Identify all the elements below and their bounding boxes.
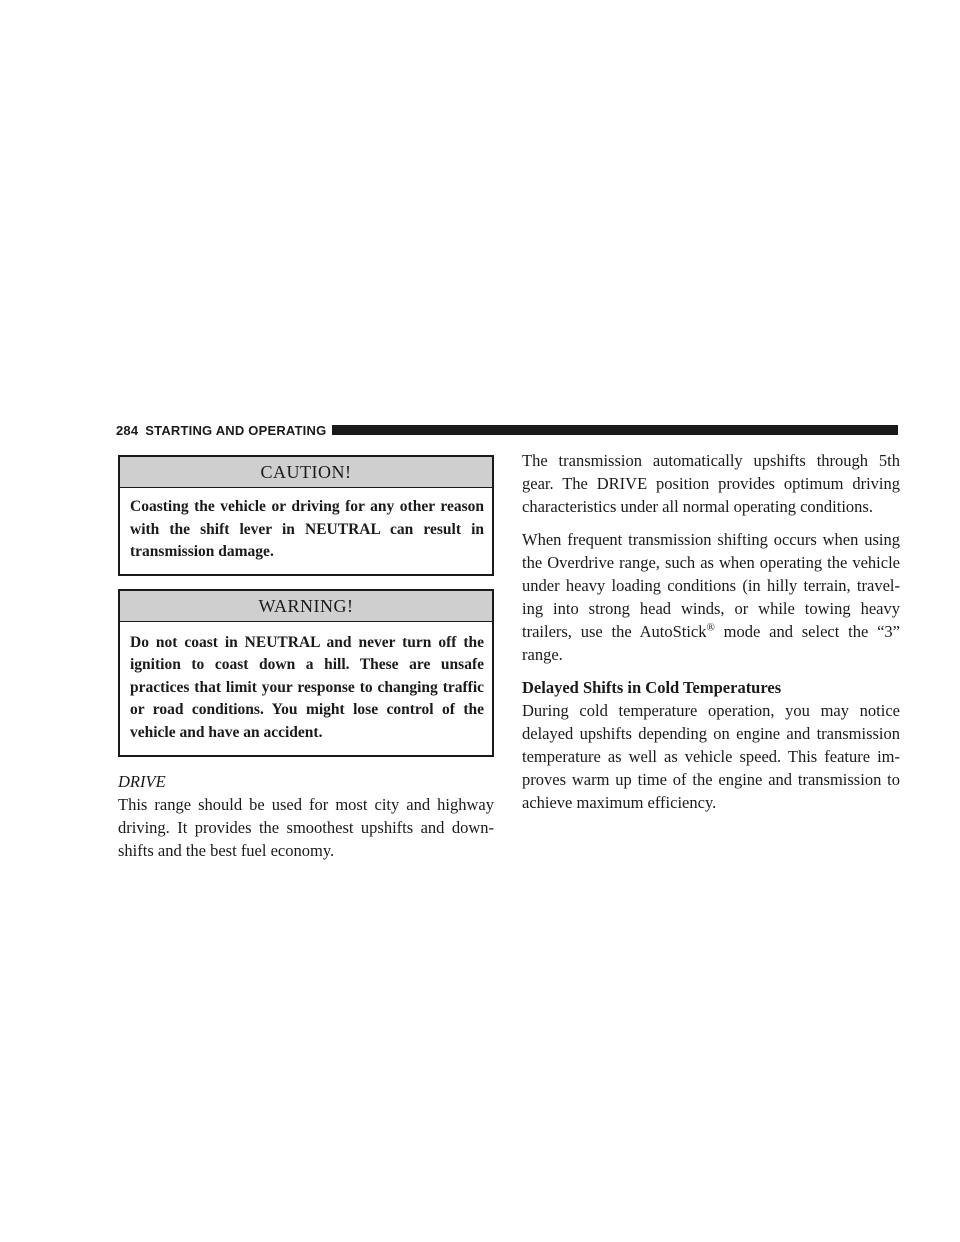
caution-title: CAUTION! bbox=[120, 457, 492, 488]
header-rule bbox=[332, 425, 898, 435]
warning-box bbox=[118, 589, 494, 758]
upshift-paragraph: The transmission automatically upshifts through 5th gear. The DRIVE position provides optimum driving characteristics under all normal operating conditions. bbox=[522, 451, 900, 516]
cold-temperatures-heading: Delayed Shifts in Cold Temperatures bbox=[522, 678, 782, 697]
caution-text: Coasting the vehicle or driving for any other reason with the shift lever in NEUTRAL can result in transmission damage. bbox=[130, 498, 484, 560]
left-column bbox=[118, 455, 494, 872]
autostick-text-start: When frequent transmission shifting occurs when using the Overdrive range, such as when operating the vehicle under heavy loading conditions (in hilly terrain, travel-ing into strong head winds, or while towing heavy trailers, use the AutoStick bbox=[522, 530, 900, 641]
section-title: STARTING AND OPERATING bbox=[145, 422, 327, 438]
page-header bbox=[116, 421, 898, 439]
drive-paragraph: This range should be used for most city and highway driving. It provides the smoothest upshifts and down-shifts and the best fuel economy. bbox=[118, 795, 494, 860]
cold-temperatures-paragraph: During cold temperature operation, you may notice delayed upshifts depending on engine and transmission temperature as well as vehicle speed. This feature im-proves warm up time of the engine and transmission to achieve maximum efficiency. bbox=[522, 701, 900, 812]
autostick-paragraph bbox=[522, 528, 900, 666]
drive-heading: DRIVE bbox=[118, 772, 166, 791]
registered-mark: ® bbox=[706, 621, 715, 634]
warning-text: Do not coast in NEUTRAL and never turn off the ignition to coast down a hill. These are unsafe practices that limit your response to changing traffic or road conditions. You might lose control of the vehicle and have an accident. bbox=[130, 633, 484, 741]
caution-box bbox=[118, 455, 494, 576]
autostick-text-end: mode and select the “3” range. bbox=[522, 622, 900, 664]
warning-title: WARNING! bbox=[120, 591, 492, 622]
page-number: 284 bbox=[116, 422, 139, 438]
right-column bbox=[522, 449, 900, 824]
